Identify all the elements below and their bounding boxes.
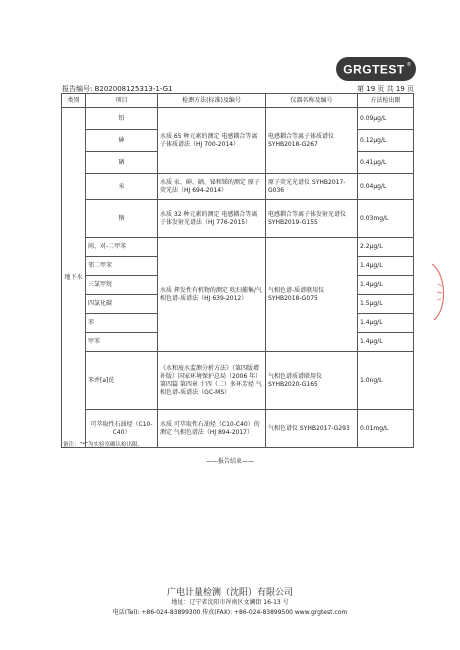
header-method: 检测方法(标准)及编号 [158,94,266,108]
limit-cell: 1.5μg/L [358,295,414,314]
footer-address: 地址：辽宁省沈阳市浑南区文澜街 16-13 号 [171,599,289,606]
item-cell: 可萃取性石油烃（C10-C40） [86,410,158,448]
limit-cell: 2.2μg/L [358,238,414,257]
results-table [61,93,414,448]
table-row [62,174,414,200]
limit-cell: 0.01mg/L [358,410,414,448]
footer-company: 广电计量检测（沈阳）有限公司 [166,588,293,598]
limit-cell: 1.4μg/L [358,333,414,352]
item-cell: 苯并[a]芘 [86,352,158,410]
instrument-cell: 原子荧光光谱仪 SYHB2017-G036 [266,174,358,200]
limit-cell: 1.4μg/L [358,276,414,295]
method-cell: 水质 32 种元素的测定 电感耦合等离子体发射光谱法（HJ 776-2015） [158,200,266,238]
header-item: 项目 [86,94,158,108]
instrument-cell: 气相色谱-质谱联用仪 SYHB2018-G075 [266,238,358,352]
method-cell: 水质 挥发性有机物的测定 吹扫捕集/气相色谱-质谱法（HJ 639-2012） [158,238,266,352]
item-cell: 砷 [86,130,158,152]
limit-cell: 0.04μg/L [358,174,414,200]
method-cell: 水质 汞、砷、硒、铋和锑的测定 原子荧光法（HJ 694-2014） [158,174,266,200]
item-cell: 甲苯 [86,333,158,352]
item-cell: 三氯甲烷 [86,276,158,295]
limit-cell: 0.09μg/L [358,108,414,130]
instrument-cell: 气相色谱质谱联用仪 SYHB2020-G165 [266,352,358,410]
page-number: 第 19 页 共 19 页 [357,85,414,93]
limit-cell: 1.4μg/L [358,314,414,333]
item-cell: 汞 [86,174,158,200]
item-cell: 间、对-二甲苯 [86,238,158,257]
limit-cell: 0.41μg/L [358,152,414,174]
report-end-marker: ——报告结束—— [205,458,254,465]
report-number: 报告编号: B202008125313-1-G1 [62,85,173,93]
item-cell: 苯 [86,314,158,333]
item-cell: 硒 [86,152,158,174]
table-row [62,108,414,130]
method-cell: 《水和废水监测分析方法》（第四版增补版）国家环境保护总局（2006 年）第四篇 第四章 十四（二）多环芳烃 气相色谱-质谱法（GC-MS） [158,352,266,410]
item-cell: 邻二甲苯 [86,257,158,276]
instrument-cell: 电感耦合等离子体发射光谱仪 SYHB2019-G155 [266,200,358,238]
footer-contact: 电话(Tel): +86-024-83899300 传真(FAX): +86-024-83899500 www.grgtest.com [112,609,348,616]
table-row [62,352,414,410]
limit-cell: 1.0ng/L [358,352,414,410]
instrument-cell: 气相色谱仪 SYHB2017-G293 [266,410,358,448]
table-row [62,238,414,257]
grgtest-logo [336,57,416,81]
method-cell: 水质 65 种元素的测定 电感耦合等离子体质谱法（HJ 700-2014） [158,108,266,174]
header-instrument: 仪器名称及编号 [266,94,358,108]
header-limit: 方法检出限 [358,94,414,108]
table-header-row [62,94,414,108]
limit-cell: 0.12μg/L [358,130,414,152]
limit-cell: 1.4μg/L [358,257,414,276]
table-note: 备注：“*”为实验室确认检出限。 [63,442,143,448]
category-cell: 地下水 [62,108,86,448]
table-row [62,200,414,238]
item-cell: 四氯化碳 [86,295,158,314]
item-cell: 钠 [86,200,158,238]
method-cell: 水质 可萃取性石油烃（C10-C40）的测定 气相色谱法（HJ 894-2017） [158,410,266,448]
logo-registered-mark: ® [407,62,411,68]
header-category: 类别 [62,94,86,108]
limit-cell: 0.03mg/L [358,200,414,238]
instrument-cell: 电感耦合等离子体质谱仪 SYHB2018-G267 [266,108,358,174]
logo-text: GRGTEST [343,62,405,77]
item-cell: 铅 [86,108,158,130]
seal-stamp-icon [428,262,450,322]
